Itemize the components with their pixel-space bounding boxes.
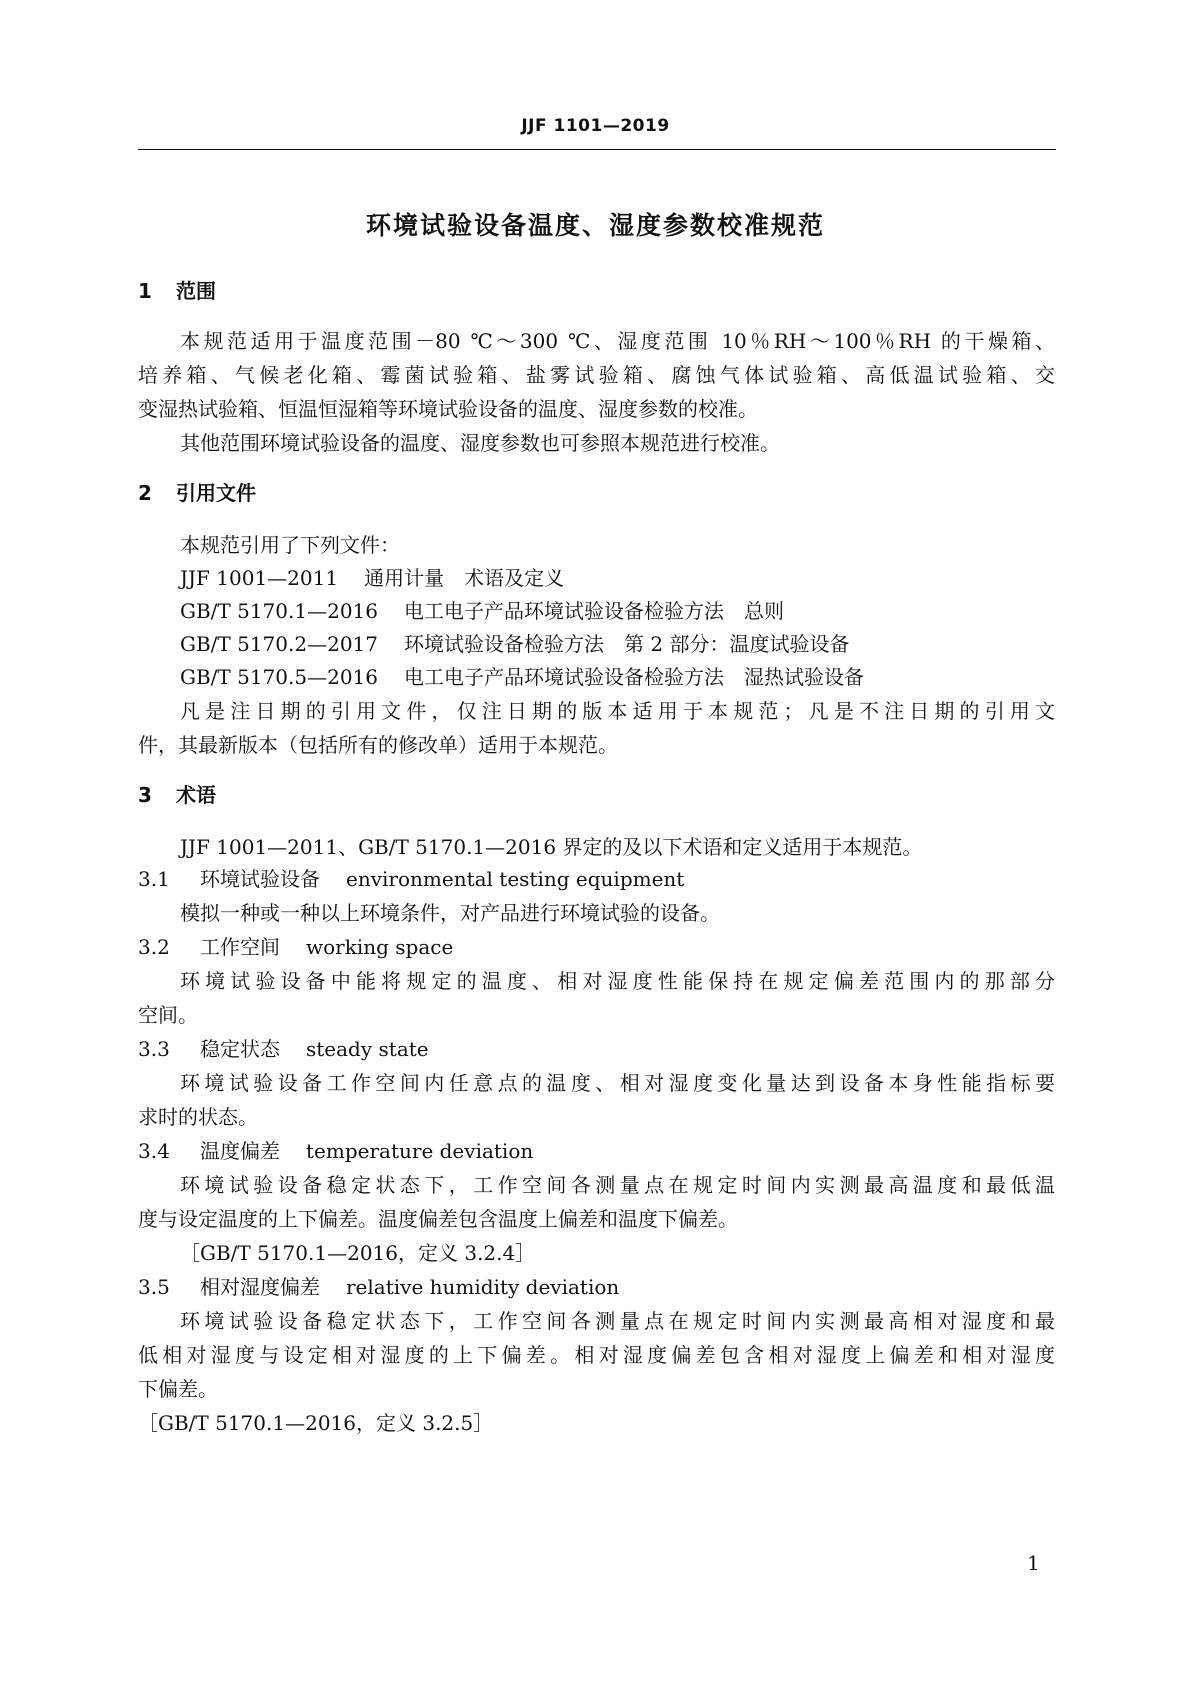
definition-line: 环境试验设备稳定状态下，工作空间各测量点在规定时间内实测最高温度和最低温 [180, 1173, 1055, 1197]
definition-line: 空间。 [138, 1003, 198, 1027]
term-chinese: 相对湿度偏差 [200, 1275, 320, 1299]
term-chinese: 温度偏差 [200, 1139, 280, 1163]
paragraph-line: 变湿热试验箱、恒温恒湿箱等环境试验设备的温度、湿度参数的校准。 [138, 397, 758, 421]
section-number: 2 [138, 481, 152, 505]
term-english: relative humidity deviation [346, 1275, 620, 1299]
reference-title: 通用计量 术语及定义 [364, 566, 565, 590]
definition-line: 环境试验设备工作空间内任意点的温度、相对湿度变化量达到设备本身性能指标要 [180, 1071, 1055, 1095]
reference-code: JJF 1001—2011 [180, 566, 339, 590]
definition-line: 下偏差。 [138, 1377, 218, 1401]
term-english: working space [306, 935, 454, 959]
term-heading [138, 1138, 1191, 1164]
reference-item [180, 565, 1191, 591]
section-3-heading [0, 782, 1191, 808]
definition-line: 求时的状态。 [138, 1105, 258, 1129]
reference-item [180, 631, 1191, 657]
section-title: 引用文件 [176, 481, 256, 505]
reference-title: 电工电子产品环境试验设备检验方法 总则 [404, 599, 784, 623]
section-1-heading [0, 278, 1191, 304]
document-code-header: JJF 1101—2019 [521, 116, 670, 136]
term-heading [138, 1036, 1191, 1062]
section-title: 术语 [176, 783, 216, 807]
paragraph-line: 培养箱、气候老化箱、霉菌试验箱、盐雾试验箱、腐蚀气体试验箱、高低温试验箱、交 [138, 363, 1055, 387]
term-english: temperature deviation [306, 1139, 534, 1163]
section-number: 1 [138, 279, 152, 303]
section-title: 范围 [176, 279, 216, 303]
reference-title: 电工电子产品环境试验设备检验方法 湿热试验设备 [404, 665, 864, 689]
term-number: 3.3 [138, 1037, 170, 1061]
reference-title: 环境试验设备检验方法 第 2 部分：温度试验设备 [404, 632, 850, 656]
term-heading [138, 866, 1191, 892]
reference-code: GB/T 5170.2—2017 [180, 632, 378, 656]
reference-code: GB/T 5170.1—2016 [180, 599, 378, 623]
definition-source: ［GB/T 5170.1—2016，定义 3.2.4］ [180, 1241, 536, 1265]
paragraph-line: 凡是注日期的引用文件，仅注日期的版本适用于本规范；凡是不注日期的引用文 [180, 699, 1055, 723]
term-number: 3.2 [138, 935, 170, 959]
paragraph-line: 本规范引用了下列文件： [180, 533, 400, 557]
page-number: 1 [1027, 1551, 1040, 1575]
definition-line: 度与设定温度的上下偏差。温度偏差包含温度上偏差和温度下偏差。 [138, 1207, 738, 1231]
definition-source: ［GB/T 5170.1—2016，定义 3.2.5］ [138, 1411, 494, 1435]
term-heading [138, 934, 1191, 960]
paragraph-line: 本规范适用于温度范围－80 ℃～300 ℃、湿度范围 10％RH～100％RH 的干燥箱、 [180, 329, 1055, 353]
document-title: 环境试验设备温度、湿度参数校准规范 [365, 211, 825, 240]
term-chinese: 环境试验设备 [200, 867, 320, 891]
section-number: 3 [138, 783, 152, 807]
paragraph-line: 件，其最新版本（包括所有的修改单）适用于本规范。 [138, 733, 618, 757]
definition-line: 环境试验设备稳定状态下，工作空间各测量点在规定时间内实测最高相对湿度和最 [180, 1309, 1055, 1333]
term-english: environmental testing equipment [346, 867, 685, 891]
definition-line: 模拟一种或一种以上环境条件，对产品进行环境试验的设备。 [180, 901, 720, 925]
reference-item [180, 664, 1191, 690]
definition-line: 环境试验设备中能将规定的温度、相对湿度性能保持在规定偏差范围内的那部分 [180, 969, 1055, 993]
reference-code: GB/T 5170.5—2016 [180, 665, 378, 689]
header-divider [138, 149, 1056, 150]
term-number: 3.5 [138, 1275, 170, 1299]
paragraph-line: 其他范围环境试验设备的温度、湿度参数也可参照本规范进行校准。 [180, 431, 780, 455]
paragraph-line: JJF 1001—2011、GB/T 5170.1—2016 界定的及以下术语和定义适用于本规范。 [180, 835, 923, 859]
reference-item [180, 598, 1191, 624]
term-english: steady state [306, 1037, 429, 1061]
term-number: 3.1 [138, 867, 170, 891]
term-number: 3.4 [138, 1139, 170, 1163]
section-2-heading [0, 480, 1191, 506]
term-chinese: 稳定状态 [200, 1037, 280, 1061]
term-chinese: 工作空间 [200, 935, 280, 959]
term-heading [138, 1274, 1191, 1300]
definition-line: 低相对湿度与设定相对湿度的上下偏差。相对湿度偏差包含相对湿度上偏差和相对湿度 [138, 1343, 1055, 1367]
